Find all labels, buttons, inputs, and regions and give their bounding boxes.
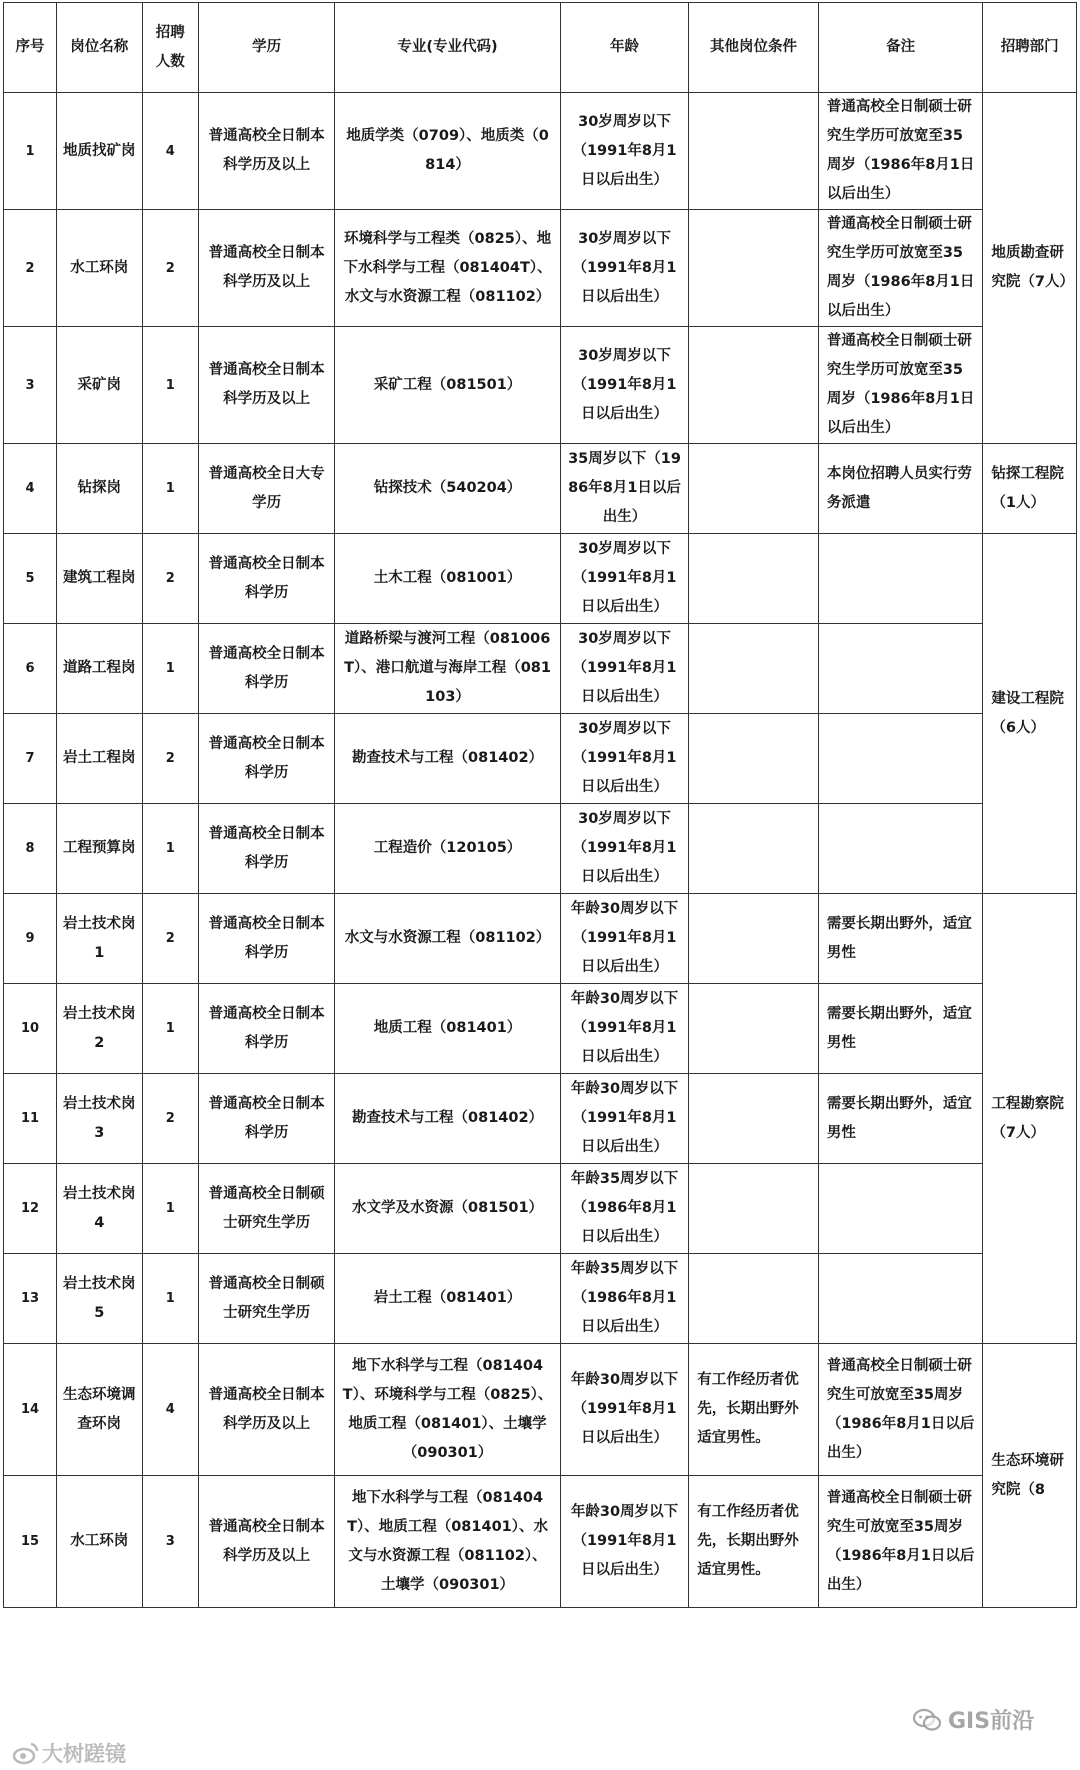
cell-other [689,327,819,444]
cell-count: 2 [142,534,198,624]
cell-count: 2 [142,714,198,804]
cell-age: 年龄30周岁以下（1991年8月1日以后出生） [560,984,688,1074]
cell-education: 普通高校全日大专学历 [198,444,334,534]
table-row [4,93,1077,210]
cell-seq: 14 [4,1344,57,1476]
cell-education: 普通高校全日制本科学历及以上 [198,1476,334,1608]
cell-count: 1 [142,1164,198,1254]
cell-age: 30岁周岁以下（1991年8月1日以后出生） [560,327,688,444]
cell-post: 岩土技术岗1 [56,894,142,984]
cell-post: 岩土技术岗3 [56,1074,142,1164]
cell-seq: 4 [4,444,57,534]
cell-seq: 15 [4,1476,57,1608]
cell-major: 水文学及水资源（081501） [335,1164,560,1254]
table-row [4,444,1077,534]
cell-post: 工程预算岗 [56,804,142,894]
cell-education: 普通高校全日制本科学历及以上 [198,210,334,327]
cell-count: 1 [142,804,198,894]
cell-other [689,714,819,804]
cell-age: 30岁周岁以下（1991年8月1日以后出生） [560,714,688,804]
cell-count: 2 [142,210,198,327]
cell-note [818,1164,983,1254]
cell-count: 1 [142,327,198,444]
cell-post: 岩土工程岗 [56,714,142,804]
cell-major: 环境科学与工程类（0825）、地下水科学与工程（081404T）、水文与水资源工程（081102） [335,210,560,327]
cell-seq: 6 [4,624,57,714]
col-header-post: 岗位名称 [56,3,142,93]
col-header-education: 学历 [198,3,334,93]
cell-note [818,714,983,804]
table-row [4,1344,1077,1476]
cell-other [689,534,819,624]
cell-age: 年龄30周岁以下（1991年8月1日以后出生） [560,1074,688,1164]
watermark-left-text: 大树蹉镜 [42,1742,126,1766]
cell-major: 采矿工程（081501） [335,327,560,444]
cell-age: 年龄35周岁以下（1986年8月1日以后出生） [560,1254,688,1344]
cell-other [689,210,819,327]
cell-department: 生态环境研究院（8 [983,1344,1077,1608]
cell-other [689,804,819,894]
cell-post: 水工环岗 [56,1476,142,1608]
cell-seq: 11 [4,1074,57,1164]
cell-other [689,894,819,984]
cell-other [689,1074,819,1164]
cell-major: 勘查技术与工程（081402） [335,1074,560,1164]
cell-other [689,1254,819,1344]
cell-education: 普通高校全日制本科学历 [198,894,334,984]
cell-age: 30岁周岁以下（1991年8月1日以后出生） [560,624,688,714]
cell-count: 1 [142,984,198,1074]
cell-note: 普通高校全日制硕士研究生学历可放宽至35周岁（1986年8月1日以后出生） [818,327,983,444]
cell-age: 年龄30周岁以下（1991年8月1日以后出生） [560,1344,688,1476]
table-body [4,93,1077,1608]
cell-other [689,624,819,714]
cell-education: 普通高校全日制本科学历 [198,1074,334,1164]
cell-other: 有工作经历者优先，长期出野外适宜男性。 [689,1476,819,1608]
col-header-count: 招聘人数 [142,3,198,93]
cell-note: 本岗位招聘人员实行劳务派遣 [818,444,983,534]
table-row [4,1074,1077,1164]
cell-major: 工程造价（120105） [335,804,560,894]
cell-age: 年龄30周岁以下（1991年8月1日以后出生） [560,894,688,984]
cell-count: 2 [142,894,198,984]
col-header-age: 年龄 [560,3,688,93]
cell-department: 钻探工程院（1人） [983,444,1077,534]
cell-seq: 9 [4,894,57,984]
cell-age: 30岁周岁以下（1991年8月1日以后出生） [560,210,688,327]
cell-post: 地质找矿岗 [56,93,142,210]
cell-major: 地质学类（0709）、地质类（0814） [335,93,560,210]
cell-major: 水文与水资源工程（081102） [335,894,560,984]
table-row [4,1476,1077,1608]
cell-post: 道路工程岗 [56,624,142,714]
cell-post: 岩土技术岗4 [56,1164,142,1254]
cell-note: 普通高校全日制硕士研究生学历可放宽至35周岁（1986年8月1日以后出生） [818,210,983,327]
cell-education: 普通高校全日制本科学历及以上 [198,1344,334,1476]
recruitment-table [3,2,1077,1608]
cell-education: 普通高校全日制硕士研究生学历 [198,1164,334,1254]
weibo-logo-icon [12,1741,40,1765]
cell-note: 普通高校全日制硕士研究生学历可放宽至35周岁（1986年8月1日以后出生） [818,93,983,210]
cell-other [689,93,819,210]
col-header-major: 专业(专业代码) [335,3,560,93]
cell-major: 钻探技术（540204） [335,444,560,534]
table-row [4,327,1077,444]
watermark-right [912,1704,1034,1735]
cell-seq: 7 [4,714,57,804]
cell-note [818,1254,983,1344]
col-header-note: 备注 [818,3,983,93]
cell-note: 需要长期出野外，适宜男性 [818,1074,983,1164]
cell-age: 30岁周岁以下（1991年8月1日以后出生） [560,93,688,210]
cell-seq: 12 [4,1164,57,1254]
cell-note: 普通高校全日制硕士研究生可放宽至35周岁（1986年8月1日以后出生） [818,1476,983,1608]
cell-seq: 10 [4,984,57,1074]
cell-note [818,534,983,624]
cell-age: 年龄30周岁以下（1991年8月1日以后出生） [560,1476,688,1608]
table-row [4,1254,1077,1344]
cell-major: 地下水科学与工程（081404T）、地质工程（081401）、水文与水资源工程（081102）、土壤学（090301） [335,1476,560,1608]
cell-major: 岩土工程（081401） [335,1254,560,1344]
cell-other: 有工作经历者优先，长期出野外适宜男性。 [689,1344,819,1476]
cell-post: 水工环岗 [56,210,142,327]
watermark-right-text: GIS前沿 [948,1709,1035,1734]
cell-seq: 3 [4,327,57,444]
cell-major: 地下水科学与工程（081404T）、环境科学与工程（0825）、地质工程（081401）、土壤学（090301） [335,1344,560,1476]
cell-education: 普通高校全日制本科学历及以上 [198,327,334,444]
cell-education: 普通高校全日制本科学历及以上 [198,93,334,210]
cell-count: 3 [142,1476,198,1608]
cell-note [818,804,983,894]
cell-major: 勘查技术与工程（081402） [335,714,560,804]
cell-count: 1 [142,1254,198,1344]
cell-age: 30岁周岁以下（1991年8月1日以后出生） [560,534,688,624]
col-header-other: 其他岗位条件 [689,3,819,93]
cell-seq: 8 [4,804,57,894]
cell-seq: 13 [4,1254,57,1344]
col-header-seq: 序号 [4,3,57,93]
table-row [4,984,1077,1074]
table-row [4,534,1077,624]
cell-post: 钻探岗 [56,444,142,534]
cell-post: 生态环境调查环岗 [56,1344,142,1476]
wechat-logo-icon [912,1707,942,1733]
cell-post: 建筑工程岗 [56,534,142,624]
cell-count: 4 [142,93,198,210]
cell-note: 需要长期出野外，适宜男性 [818,894,983,984]
cell-other [689,444,819,534]
table-row [4,210,1077,327]
cell-department: 建设工程院（6人） [983,534,1077,894]
cell-note: 需要长期出野外，适宜男性 [818,984,983,1074]
cell-note [818,624,983,714]
cell-post: 岩土技术岗2 [56,984,142,1074]
cell-count: 4 [142,1344,198,1476]
cell-count: 1 [142,444,198,534]
cell-seq: 2 [4,210,57,327]
table-row [4,894,1077,984]
cell-education: 普通高校全日制本科学历 [198,624,334,714]
cell-count: 1 [142,624,198,714]
cell-major: 地质工程（081401） [335,984,560,1074]
table-row [4,714,1077,804]
cell-seq: 5 [4,534,57,624]
cell-post: 岩土技术岗5 [56,1254,142,1344]
cell-age: 年龄35周岁以下（1986年8月1日以后出生） [560,1164,688,1254]
header-row [4,3,1077,93]
cell-note: 普通高校全日制硕士研究生可放宽至35周岁（1986年8月1日以后出生） [818,1344,983,1476]
cell-major: 道路桥梁与渡河工程（081006T）、港口航道与海岸工程（081103） [335,624,560,714]
cell-education: 普通高校全日制本科学历 [198,534,334,624]
cell-education: 普通高校全日制本科学历 [198,804,334,894]
cell-post: 采矿岗 [56,327,142,444]
table-row [4,804,1077,894]
col-header-department: 招聘部门 [983,3,1077,93]
table-row [4,1164,1077,1254]
cell-major: 土木工程（081001） [335,534,560,624]
cell-education: 普通高校全日制本科学历 [198,714,334,804]
cell-education: 普通高校全日制本科学历 [198,984,334,1074]
cell-seq: 1 [4,93,57,210]
cell-age: 30岁周岁以下（1991年8月1日以后出生） [560,804,688,894]
cell-department: 地质勘查研究院（7人） [983,93,1077,444]
cell-age: 35周岁以下（1986年8月1日以后出生） [560,444,688,534]
cell-count: 2 [142,1074,198,1164]
cell-other [689,1164,819,1254]
watermark-left [12,1738,126,1768]
table-row [4,624,1077,714]
cell-education: 普通高校全日制硕士研究生学历 [198,1254,334,1344]
cell-other [689,984,819,1074]
cell-department: 工程勘察院（7人） [983,894,1077,1344]
